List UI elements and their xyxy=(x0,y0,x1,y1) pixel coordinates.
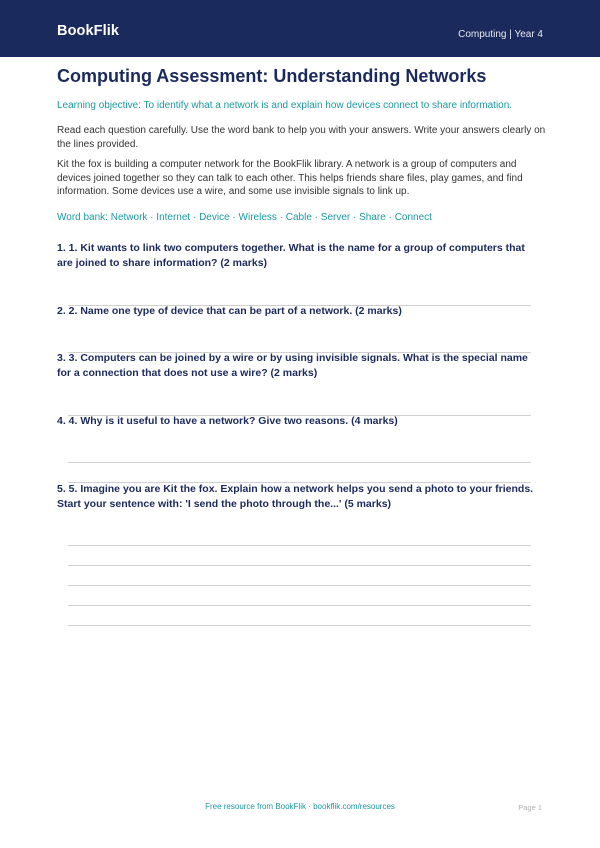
answer-line[interactable] xyxy=(68,585,531,586)
learning-objective: Learning objective: To identify what a network is and explain how devices connect to share information. xyxy=(57,100,513,111)
brand-logo-text: BookFlik xyxy=(57,23,120,39)
page-title: Computing Assessment: Understanding Networks xyxy=(57,66,487,86)
page-header xyxy=(0,0,600,57)
subject-year-label: Computing | Year 4 xyxy=(458,29,543,40)
question-5: 5. 5. Imagine you are Kit the fox. Explain how a network helps you send a photo to your friends. Start your sentence with: 'I send the photo through the...' (5 marks) xyxy=(57,483,534,510)
question-4: 4. 4. Why is it useful to have a network? Give two reasons. (4 marks) xyxy=(57,415,398,427)
question-1: 1. 1. Kit wants to link two computers together. What is the name for a group of computers that are joined to share information? (2 marks) xyxy=(57,242,525,269)
answer-line[interactable] xyxy=(68,565,531,566)
word-bank: Word bank: Network · Internet · Device · Wireless · Cable · Server · Share · Connect xyxy=(57,212,432,223)
instructions-text: Read each question carefully. Use the word bank to help you with your answers. Write your answers clearly on the lines provided. xyxy=(57,125,546,150)
answer-line[interactable] xyxy=(68,605,531,606)
footer-text: Free resource from BookFlik · bookflik.com/resources xyxy=(205,802,395,811)
answer-line[interactable] xyxy=(68,462,531,463)
answer-line[interactable] xyxy=(68,545,531,546)
answer-line[interactable] xyxy=(68,625,531,626)
question-2: 2. 2. Name one type of device that can be part of a network. (2 marks) xyxy=(57,305,402,317)
question-3: 3. 3. Computers can be joined by a wire or by using invisible signals. What is the special name for a connection that does not use a wire? (2 marks) xyxy=(57,352,528,379)
page-number: Page 1 xyxy=(518,803,542,812)
story-text: Kit the fox is building a computer network for the BookFlik library. A network is a group of computers and devices joined together so they can talk to each other. This helps friends share files, play games, and find information. Some devices use a wire, and some use invisible signals to link up. xyxy=(57,159,523,197)
